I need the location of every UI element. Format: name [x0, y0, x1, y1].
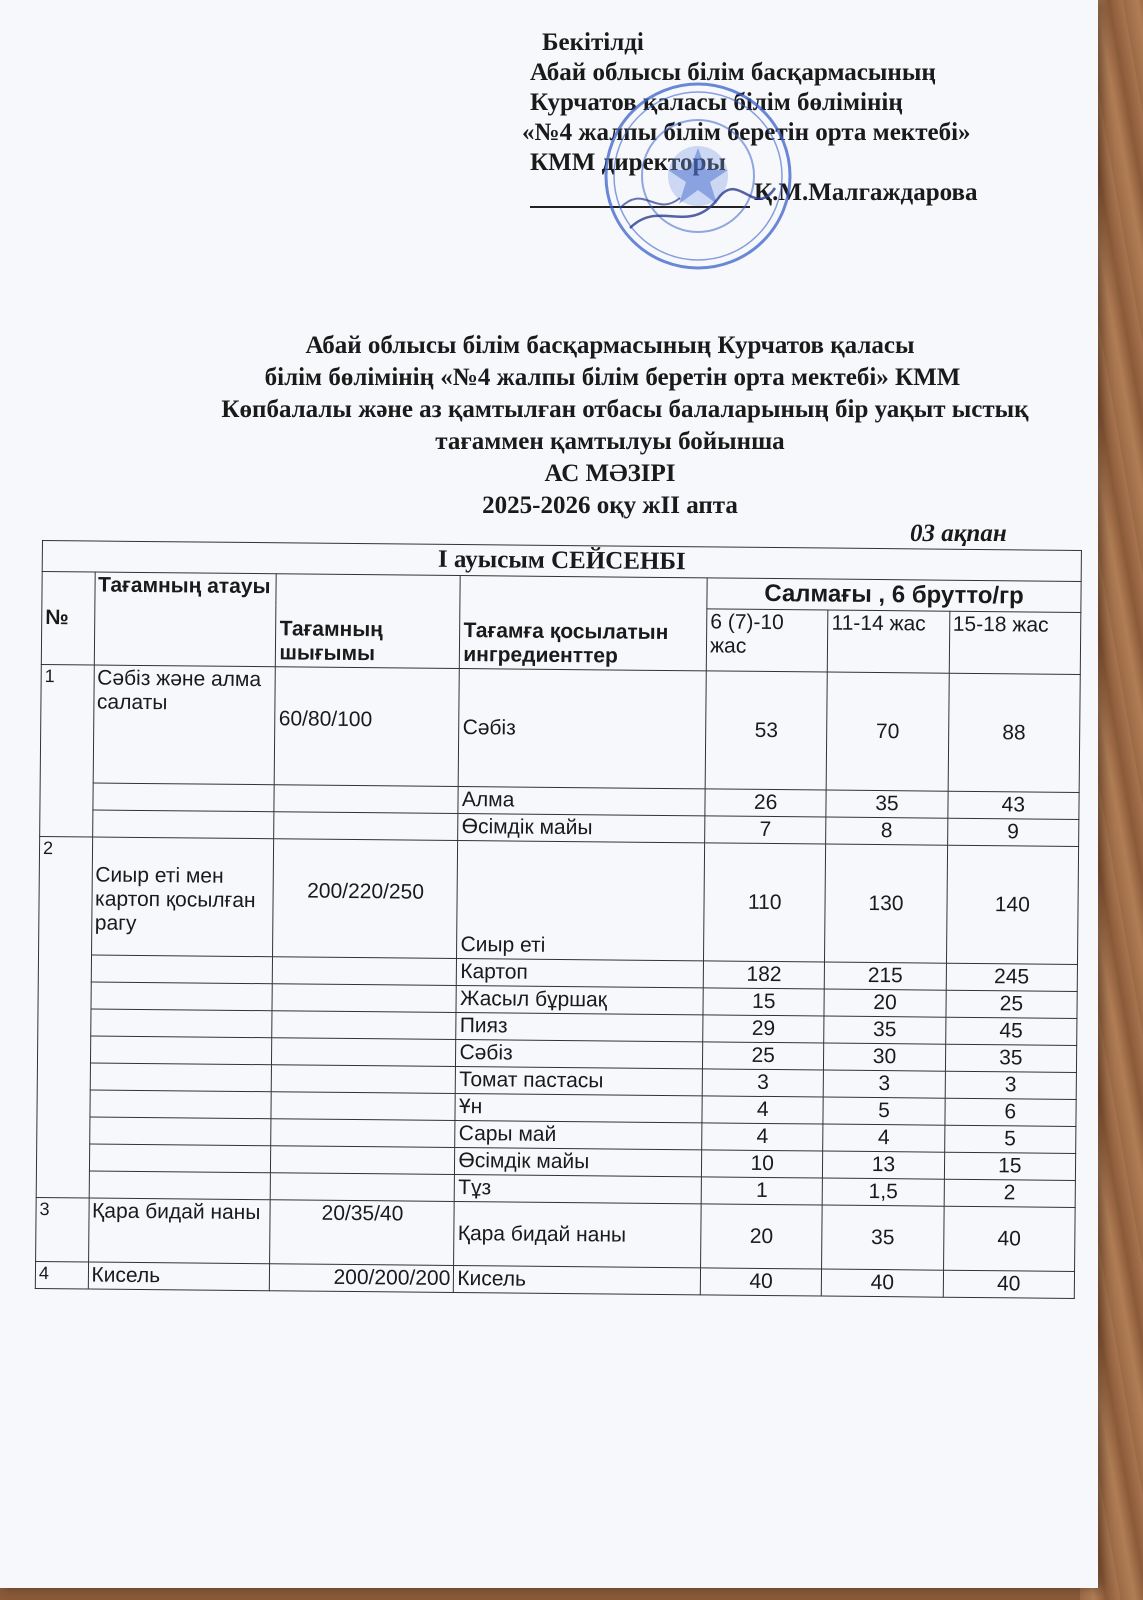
weight-age-11-14: 30: [824, 1043, 946, 1071]
shift-header: I ауысым СЕЙСЕНБІ: [42, 541, 1081, 582]
weight-age-6-10: 20: [701, 1204, 823, 1269]
weight-age-11-14: 20: [824, 989, 946, 1017]
table-row: [36, 1197, 1076, 1271]
approval-line: Абай облысы білім басқармасының: [530, 59, 936, 86]
weight-age-15-18: 2: [944, 1179, 1076, 1207]
ingredient-name: Өсімдік майы: [458, 814, 705, 843]
weight-age-15-18: 3: [945, 1071, 1077, 1099]
dish-name: Кисель: [88, 1262, 270, 1291]
weight-age-11-14: 70: [826, 672, 948, 791]
col-header-weight: Салмағы , 6 брутто/гр: [707, 578, 1081, 613]
title-line: Абай облысы білім басқармасының Курчатов қаласы: [305, 332, 915, 359]
menu-table-container: [34, 540, 1082, 1420]
ingredient-name: Сәбіз: [456, 1039, 703, 1068]
official-seal-stamp: [590, 78, 810, 278]
weight-age-15-18: 6: [945, 1098, 1077, 1126]
col-header-ingredients: Тағамға қосылатын ингредиенттер: [460, 576, 707, 671]
ingredient-name: Жасыл бұршақ: [456, 986, 703, 1015]
document-title: [40, 330, 1143, 522]
approval-line: КММ директоры: [530, 149, 726, 176]
col-header-dish: Тағамның атауы: [94, 572, 277, 667]
weight-age-11-14: 13: [823, 1151, 945, 1179]
title-line: білім бөлімінің «№4 жалпы білім беретін орта мектебі» КММ: [264, 364, 961, 391]
approval-line: Курчатов қаласы білім бөлімінің: [530, 89, 903, 116]
ingredient-name: Кисель: [454, 1265, 701, 1294]
col-header-no: №: [41, 572, 94, 666]
weight-age-15-18: 43: [947, 791, 1079, 819]
weight-age-11-14: 3: [823, 1070, 945, 1098]
approval-line: «№4 жалпы білім беретін орта мектебі»: [522, 119, 971, 146]
weight-age-6-10: 1: [701, 1177, 823, 1205]
ingredient-name: Пияз: [456, 1012, 703, 1041]
ingredient-name: Ұн: [455, 1093, 702, 1122]
dish-yield: 20/35/40: [270, 1200, 455, 1266]
title-line: Көпбалалы және аз қамтылған отбасы балаларының бір уақыт ыстық: [221, 396, 1029, 423]
table-row: [39, 836, 1079, 964]
approval-line: Бекітілді: [542, 29, 644, 56]
dish-name: Сиыр еті мен картоп қосылған рагу: [91, 837, 274, 957]
ingredient-name: Сары май: [455, 1120, 702, 1149]
weight-age-15-18: 40: [943, 1206, 1075, 1271]
weight-age-6-10: 29: [703, 1015, 825, 1043]
weight-age-15-18: 35: [945, 1044, 1077, 1072]
ingredient-name: Сәбіз: [459, 669, 707, 789]
weight-age-11-14: 35: [822, 1205, 944, 1270]
ingredient-name: Алма: [458, 787, 705, 816]
row-number: 4: [35, 1261, 88, 1289]
col-header-age-11-14: 11-14 жас: [828, 610, 950, 673]
col-header-age-15-18: 15-18 жас: [949, 611, 1081, 674]
ingredient-name: Сиыр еті: [457, 841, 705, 961]
weight-age-11-14: 130: [825, 844, 947, 963]
weight-age-11-14: 35: [826, 790, 948, 818]
weight-age-6-10: 4: [702, 1096, 824, 1124]
row-number: 3: [36, 1197, 89, 1262]
weight-age-6-10: 4: [702, 1123, 824, 1151]
weight-age-15-18: 5: [944, 1125, 1076, 1153]
weight-age-11-14: 5: [823, 1097, 945, 1125]
weight-age-11-14: 4: [823, 1124, 945, 1152]
ingredient-name: Томат пастасы: [456, 1066, 703, 1095]
weight-age-6-10: 53: [705, 671, 827, 790]
dish-yield: 60/80/100: [275, 667, 460, 787]
ingredient-name: Картоп: [457, 959, 704, 988]
weight-age-15-18: 40: [943, 1270, 1075, 1298]
weight-age-6-10: 10: [701, 1150, 823, 1178]
menu-date: 03 ақпан: [910, 520, 1007, 547]
weight-age-15-18: 140: [946, 845, 1079, 964]
weight-age-11-14: 40: [822, 1269, 944, 1297]
weight-age-11-14: 8: [826, 817, 948, 845]
weight-age-6-10: 110: [704, 843, 826, 962]
menu-heading: АС МӘЗІРІ: [544, 460, 676, 487]
signer-name: Қ.М.Малгаждарова: [754, 179, 978, 206]
weight-age-15-18: 45: [945, 1017, 1077, 1045]
weight-age-11-14: 35: [824, 1016, 946, 1044]
weight-age-6-10: 25: [702, 1042, 824, 1070]
menu-table: [35, 540, 1082, 1299]
weight-age-6-10: 40: [700, 1268, 822, 1296]
ingredient-name: Қара бидай наны: [454, 1201, 701, 1267]
weight-age-6-10: 15: [703, 988, 825, 1016]
weight-age-11-14: 215: [825, 962, 947, 990]
weight-age-15-18: 25: [946, 990, 1078, 1018]
weight-age-15-18: 9: [947, 818, 1079, 846]
col-header-yield: Тағамның шығымы: [276, 574, 461, 669]
ingredient-name: Өсімдік майы: [455, 1147, 702, 1176]
dish-name: Қара бидай наны: [88, 1198, 271, 1264]
title-line: тағаммен қамтылуы бойынша: [435, 428, 785, 455]
weight-age-15-18: 88: [948, 673, 1081, 792]
weight-age-6-10: 3: [702, 1069, 824, 1097]
dish-name: Сәбіз және алма салаты: [93, 665, 276, 785]
table-row: [40, 664, 1080, 792]
ingredient-name: Тұз: [455, 1174, 702, 1203]
weight-age-15-18: 245: [946, 963, 1078, 991]
row-number: 1: [40, 664, 94, 836]
row-number: 2: [36, 836, 92, 1197]
weight-age-6-10: 182: [703, 961, 825, 989]
col-header-age-6-10: 6 (7)-10 жас: [706, 609, 828, 672]
weight-age-11-14: 1,5: [822, 1178, 944, 1206]
dish-yield: 200/220/250: [273, 839, 458, 959]
academic-year: 2025-2026 оқу жII апта: [482, 492, 738, 519]
weight-age-6-10: 26: [705, 789, 827, 817]
dish-yield: 200/200/200: [270, 1264, 454, 1293]
weight-age-6-10: 7: [705, 816, 827, 844]
weight-age-15-18: 15: [944, 1152, 1076, 1180]
